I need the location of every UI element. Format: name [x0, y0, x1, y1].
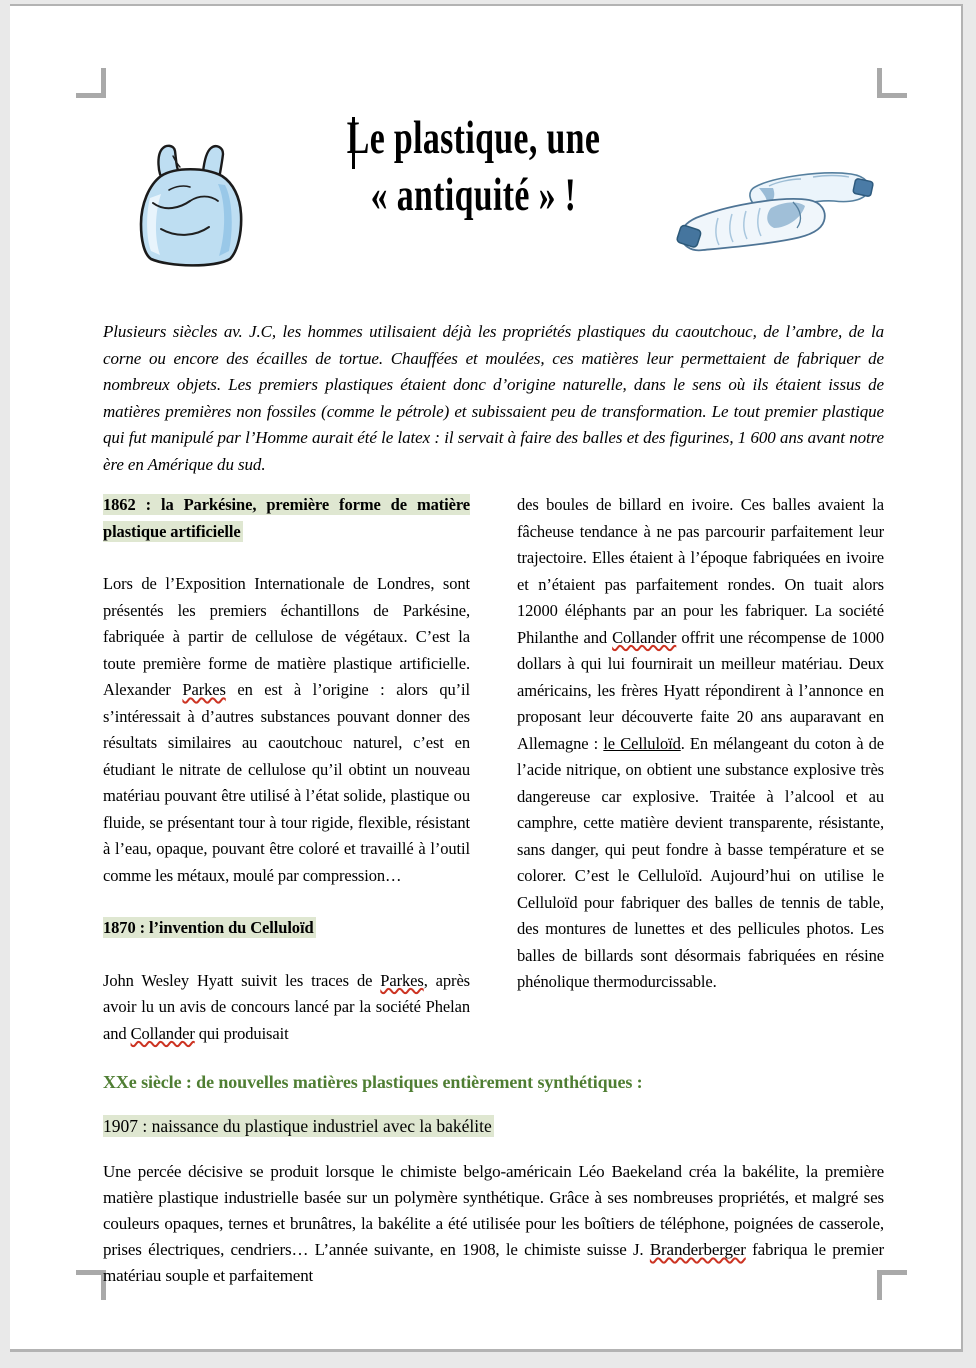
underlined-text: le Celluloïd: [603, 733, 681, 753]
paragraph-celluloid[interactable]: [517, 492, 884, 996]
document-page[interactable]: [10, 4, 963, 1352]
heading-1862[interactable]: [103, 492, 470, 545]
text-segment: fabriqua le premier matériau souple et parfaitement: [103, 1240, 885, 1285]
plastic-bag-image[interactable]: [133, 140, 251, 270]
right-column[interactable]: [517, 492, 884, 1073]
misspelled-word: Parkes: [380, 970, 424, 990]
highlighted-heading-text: 1870 : l’invention du Celluloïd: [103, 918, 314, 937]
text-segment: John Wesley Hyatt suivit les traces de: [103, 970, 381, 990]
text-segment: en est à l’origine : alors qu’il s’intéressait à d’autres substances pouvant donner des résultats similaires au caoutchouc naturel, c’est en étudiant le nitrate de cellulose qu’il obtint un nouveau matériau pouvant être utilisé à l’état solide, plastique ou fluide, se présentant tour à tour rigide, flexible, résistant à l’eau, opaque, pouvant être coloré et travaillé à l’outil comme les métaux, moulé par compression…: [103, 680, 471, 885]
two-column-section: [103, 492, 884, 1073]
misspelled-word: Collander: [612, 627, 677, 647]
document-title-line1: Le plastique, une: [346, 112, 601, 164]
highlighted-heading-text: 1907 : naissance du plastique industriel avec la bakélite: [103, 1115, 492, 1136]
intro-paragraph[interactable]: Plusieurs siècles av. J.C, les hommes utilisaient déjà les propriétés plastiques du caoutchouc, de l’ambre, de la corne ou encore des écailles de tortue. Chauffées et moulées, ces matières leur permettaient de fabriquer de nombreux objets. Les premiers plastiques étaient donc d’origine naturelle, dans le sens où ils étaient issus de matières premières non fossiles (comme le pétrole) et subissaient peu de transformation. Le tout premier plastique qui fut manipulé par l’Homme aurait été le latex : il servait à faire des balles et des figurines, 1 600 ans avant notre ère en Amérique du sud.: [103, 322, 884, 474]
paragraph-bakelite[interactable]: [103, 1159, 884, 1289]
left-column[interactable]: [103, 492, 470, 1073]
document-title[interactable]: [193, 110, 754, 225]
text-boundary-mark-top-right: [877, 68, 907, 98]
text-segment: offrit une récompense de 1000 dollars à qui lui fournirait un meilleur matériau. Deux américains, les frères Hyatt répondirent à l’annonce en proposant leur découverte faite 20 ans auparavant en Allemagne :: [517, 627, 885, 753]
text-boundary-mark-bottom-left: [76, 1270, 106, 1300]
misspelled-word: Parkes: [182, 680, 226, 699]
text-segment: . En mélangeant du coton à de l’acide nitrique, on obtient une substance explosive très dangereuse car explosive. Traitée à l’alcool et au camphre, cette matière devient transparente, résistante, sans danger, qui peut fondre à basse température et se colorer. C’est le Celluloïd. Aujourd’hui on utilise le Celluloïd pour fabriquer des balles de tennis de table, des montures de lunettes et des pellicules photos. Les balles de billards sont désormais fabriquées en résine phénolique thermodurcissable.: [517, 733, 885, 991]
text-boundary-mark-top-left: [76, 68, 106, 98]
text-segment: Lors de l’Exposition Internationale de Londres, sont présentés les premiers échantillons de Parkésine, fabriquée à partir de cellulose de végétaux. C’est la toute première forme de matière plastique artificielle. Alexander: [103, 574, 470, 699]
text-segment: qui produisait: [194, 1023, 289, 1043]
text-segment: , après avoir lu un avis de concours lancé par la société Phelan and: [103, 970, 470, 1043]
heading-1870[interactable]: [103, 915, 470, 942]
highlighted-heading-text: 1862 : la Parkésine, première forme de matière plastique artificielle: [103, 495, 470, 541]
paragraph-parkesine[interactable]: [103, 571, 470, 889]
document-title-line2: « antiquité » !: [370, 169, 577, 222]
heading-1907[interactable]: [103, 1116, 494, 1137]
paragraph-hyatt[interactable]: [103, 968, 470, 1048]
heading-xxe-siecle[interactable]: XXe siècle : de nouvelles matières plastiques entièrement synthétiques :: [103, 1072, 643, 1092]
text-segment: Une percée décisive se produit lorsque le chimiste belgo-américain Léo Baekeland créa la bakélite, la première matière plastique industrielle basée sur un polymère synthétique. Grâce à ses nombreuses propriétés, et malgré ses couleurs opaques, ternes et brunâtres, la bakélite a été utilisée pour les boîtiers de téléphone, poignées de casserole, prises électriques, cendriers… L’année suivante, en 1908, le chimiste suisse J.: [103, 1162, 884, 1259]
plastic-bottles-image[interactable]: [673, 158, 877, 270]
misspelled-word: Branderberger: [649, 1240, 746, 1259]
text-segment: des boules de billard en ivoire. Ces balles avaient la fâcheuse tendance à ne pas parcourir parfaitement leur trajectoire. Elles étaient à l’époque fabriquées en ivoire et n’étaient pas parfaitement rondes. On tuait alors 12000 éléphants par an pour les fabriquer. La société Philanthe and: [517, 495, 884, 647]
misspelled-word: Collander: [130, 1023, 195, 1043]
